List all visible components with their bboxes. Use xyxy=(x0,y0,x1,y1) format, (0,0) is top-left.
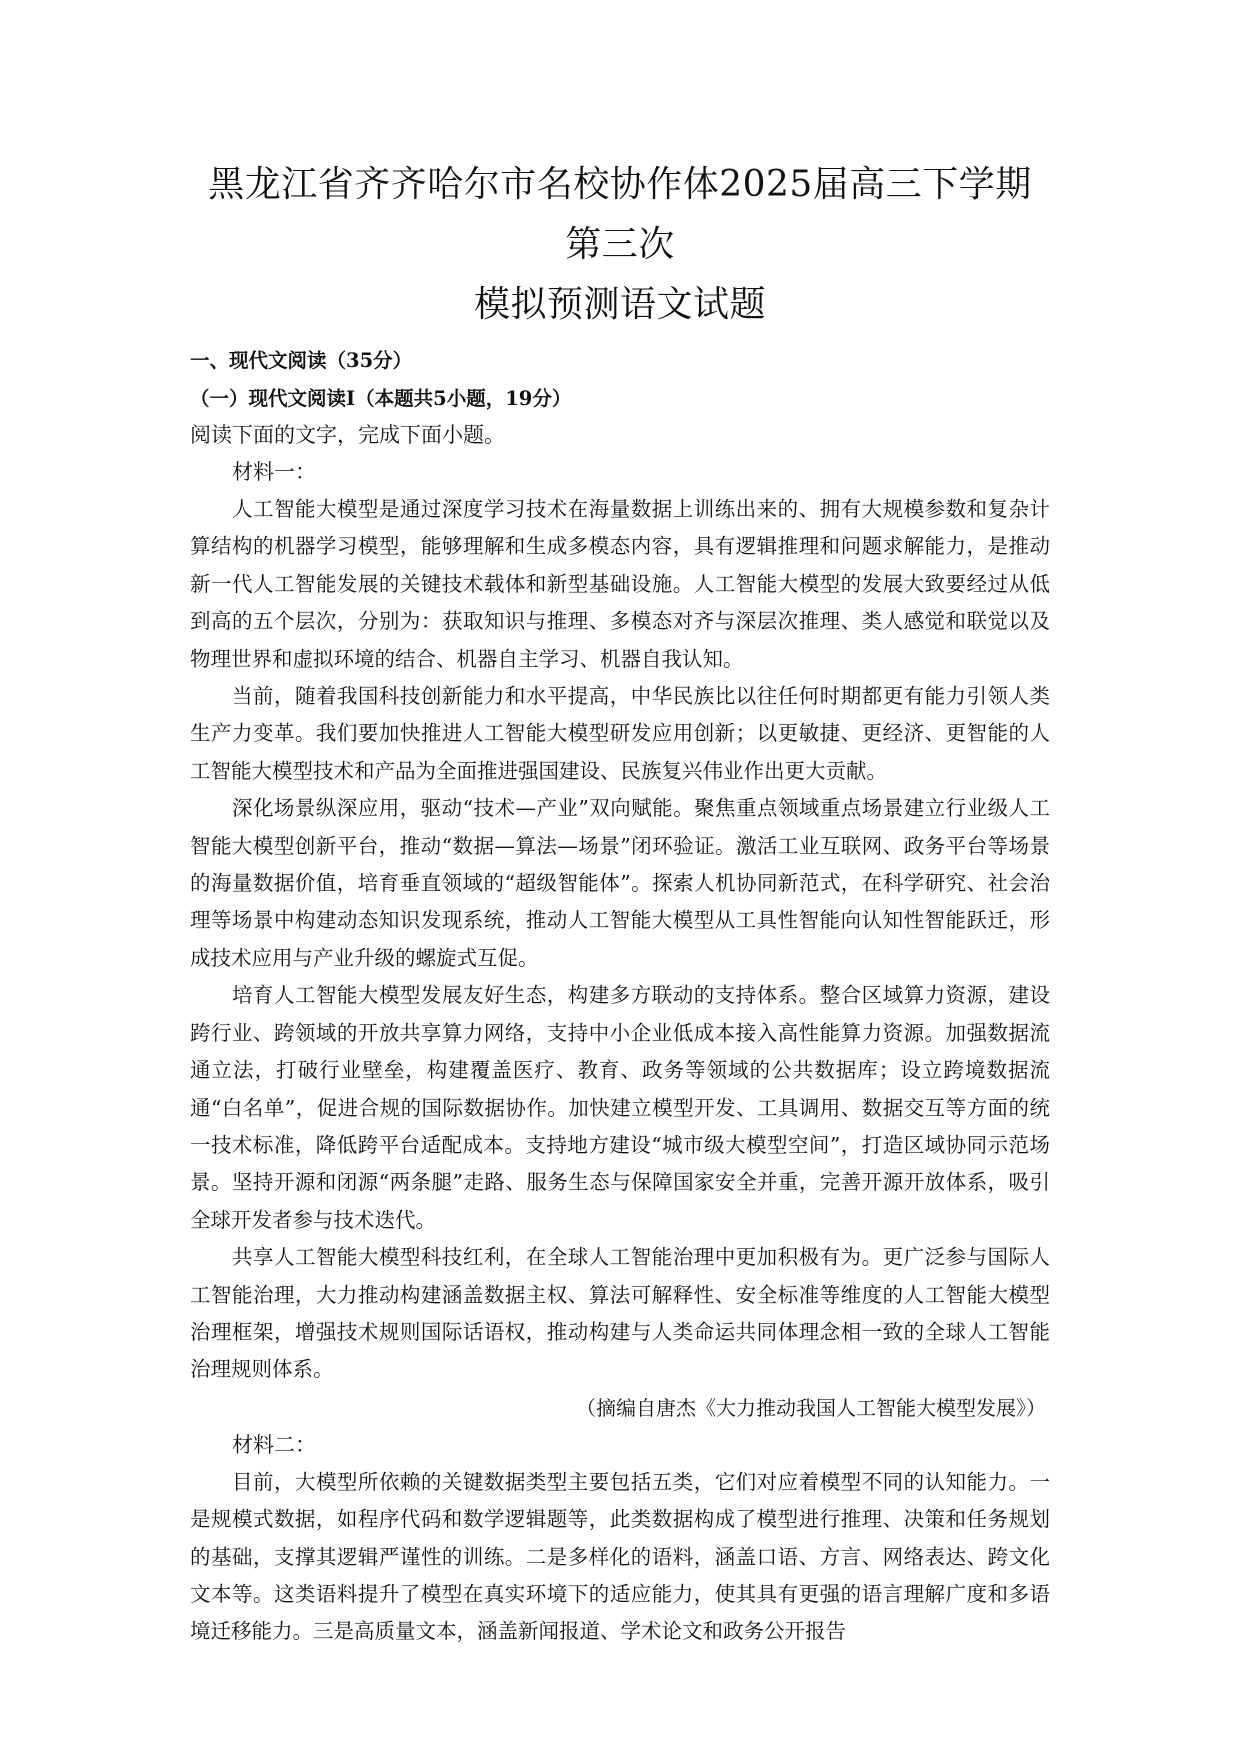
document-page xyxy=(190,155,1050,1651)
title-line-1: 黑龙江省齐齐哈尔市名校协作体2025届高三下学期第三次 xyxy=(208,164,1032,265)
material-1-label: 材料一： xyxy=(232,460,316,484)
material-1-paragraph-4: 培育人工智能大模型发展友好生态，构建多方联动的支持体系。整合区域算力资源，建设跨行业、跨领域的开放共享算力网络，支持中小企业低成本接入高性能算力资源。加强数据流通立法，打破行业壁垒，构建覆盖医疗、教育、政务等领域的公共数据库；设立跨境数据流通“白名单”，促进合规的国际数据协作。加快建立模型开发、工具调用、数据交互等方面的统一技术标准，降低跨平台适配成本。支持地方建设“城市级大模型空间”，打造区域协同示范场景。坚持开源和闭源“两条腿”走路、服务生态与保障国家安全并重，完善开源开放体系，吸引全球开发者参与技术迭代。 xyxy=(190,983,1050,1232)
material-2-paragraph-1: 目前，大模型所依赖的关键数据类型主要包括五类，它们对应着模型不同的认知能力。一是规模式数据，如程序代码和数学逻辑题等，此类数据构成了模型进行推理、决策和任务规划的基础，支撑其逻辑严谨性的训练。二是多样化的语料，涵盖口语、方言、网络表达、跨文化文本等。这类语料提升了模型在真实环境下的适应能力，使其具有更强的语言理解广度和多语境迁移能力。三是高质量文本，涵盖新闻报道、学术论文和政务公开报告 xyxy=(190,1469,1050,1644)
title-line-2: 模拟预测语文试题 xyxy=(473,284,766,325)
material-1-paragraph-5: 共享人工智能大模型科技红利，在全球人工智能治理中更加积极有为。更广泛参与国际人工智能治理，大力推动构建涵盖数据主权、算法可解释性、安全标准等维度的人工智能大模型治理框架，增强技术规则国际话语权，推动构建与人类命运共同体理念相一致的全球人工智能治理规则体系。 xyxy=(190,1245,1050,1382)
material-2-label: 材料二： xyxy=(232,1432,316,1457)
section-heading: 一、现代文阅读（35分） xyxy=(190,349,413,372)
material-1-paragraph-3: 深化场景纵深应用，驱动“技术—产业”双向赋能。聚焦重点领域重点场景建立行业级人工智能大模型创新平台，推动“数据—算法—场景”闭环验证。激活工业互联网、政务平台等场景的海量数据价值，培育垂直领域的“超级智能体”。探索人机协同新范式，在科学研究、社会治理等场景中构建动态知识发现系统，推动人工智能大模型从工具性智能向认知性智能跃迁，形成技术应用与产业升级的螺旋式互促。 xyxy=(190,796,1050,970)
document-title xyxy=(190,155,1050,335)
material-1-paragraph-1: 人工智能大模型是通过深度学习技术在海量数据上训练出来的、拥有大规模参数和复杂计算结构的机器学习模型，能够理解和生成多模态内容，具有逻辑推理和问题求解能力，是推动新一代人工智能发展的关键技术载体和新型基础设施。人工智能大模型的发展大致要经过从低到高的五个层次，分别为：获取知识与推理、多模态对齐与深层次推理、类人感觉和联觉以及物理世界和虚拟环境的结合、机器自主学习、机器自我认知。 xyxy=(190,497,1050,671)
material-1-source: （摘编自唐杰《大力推动我国人工智能大模型发展》） xyxy=(576,1395,1046,1420)
instruction-text: 阅读下面的文字，完成下面小题。 xyxy=(190,423,505,447)
material-1-paragraph-2: 当前，随着我国科技创新能力和水平提高，中华民族比以往任何时期都更有能力引领人类生产力变革。我们要加快推进人工智能大模型研发应用创新；以更敏捷、更经济、更智能的人工智能大模型技术和产品为全面推进强国建设、民族复兴伟业作出更大贡献。 xyxy=(190,684,1050,783)
subsection-heading: （一）现代文阅读Ⅰ（本题共5小题，19分） xyxy=(190,387,572,410)
